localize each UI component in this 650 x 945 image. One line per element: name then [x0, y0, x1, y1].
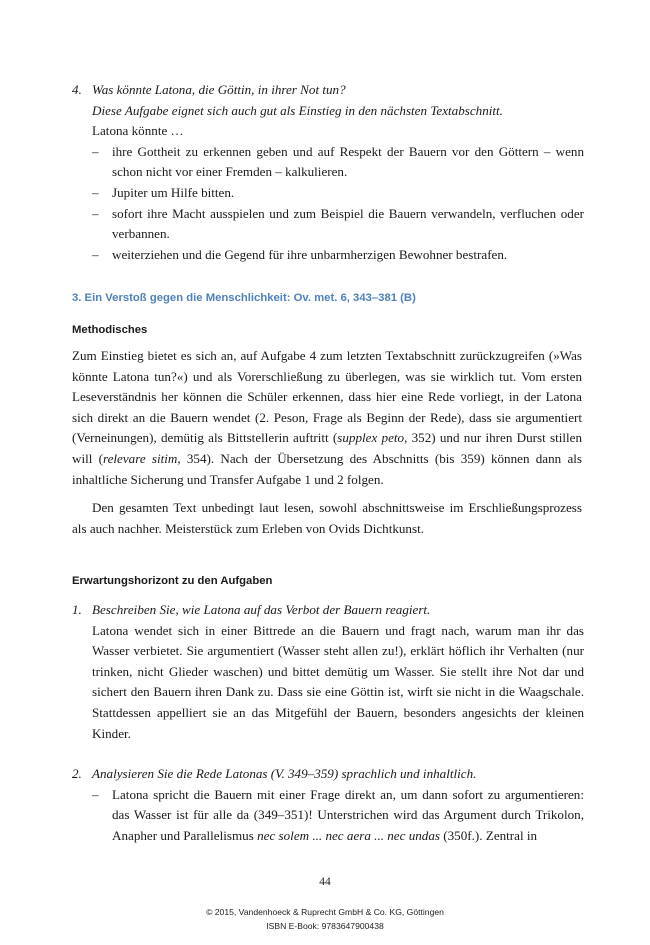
list-item: – sofort ihre Macht ausspielen und zum Beispiel die Bauern verwandeln, verfluchen oder verbannen.	[92, 204, 584, 245]
task-1-question: 1. Beschreiben Sie, wie Latona auf das Verbot der Bauern reagiert.	[72, 600, 584, 621]
task-2-number: 2.	[72, 766, 82, 781]
task-4-number: 4.	[72, 82, 82, 97]
list-item: – Latona spricht die Bauern mit einer Frage direkt an, um dann sofort zu argumentieren: das Wasser ist für alle da (349–351)! Unterstrichen wird das Argument durch Trikolon, Anapher und Parallelismus nec solem ... nec aera ... nec undas (350f.). Zentral in	[92, 785, 584, 847]
footer-isbn: ISBN E-Book: 9783647900438	[266, 921, 384, 931]
task-4	[72, 80, 584, 265]
list-item: – Jupiter um Hilfe bitten.	[92, 183, 584, 204]
task-4-note: Diese Aufgabe eignet sich auch gut als Einstieg in den nächsten Textabschnitt.	[92, 102, 503, 118]
list-item: – weiterziehen und die Gegend für ihre unbarmherzigen Bewohner bestrafen.	[92, 245, 584, 266]
task-1-number: 1.	[72, 602, 82, 617]
latin-quote: supplex peto	[337, 430, 405, 446]
task-4-intro: Latona könnte …	[92, 123, 184, 139]
task-2-list	[92, 785, 584, 847]
latin-quote: relevare sitim	[102, 450, 178, 466]
task-1	[72, 600, 584, 744]
task-4-question: 4. Was könnte Latona, die Göttin, in ihrer Not tun?	[72, 80, 584, 101]
footer-copyright: © 2015, Vandenhoeck & Ruprecht GmbH & Co. KG, Göttingen	[206, 907, 444, 917]
methodisches-paragraph-1: Zum Einstieg bietet es sich an, auf Aufgabe 4 zum letzten Textabschnitt zurückzugreifen (»Was könnte Latona tun?«) und als Vorerschließung zu überlegen, was sie wirklich tut. Vom ersten Leseverständnis her können die Schüler erkennen, dass hier eine Rede vorliegt, in der Latona sich direkt an die Bauern wendet (2. Peson, Frage als Beginn der Rede), dass sie argumentiert (Verneinungen), demütig als Bittstellerin auftritt (supplex peto, 352) und nur ihren Durst stillen will (relevare sitim, 354). Nach der Übersetzung des Abschnitts (bis 359) können dann als inhaltliche Sicherung und Transfer Aufgabe 1 und 2 folgen.	[72, 348, 583, 487]
list-item: – ihre Gottheit zu erkennen geben und auf Respekt der Bauern vor den Göttern – wenn schon nicht vor einer Fremden – kalkulieren.	[92, 142, 584, 183]
methodisches-heading: Methodisches	[72, 324, 148, 336]
erwartung-heading: Erwartungshorizont zu den Aufgaben	[72, 575, 273, 587]
methodisches-paragraph-2: Den gesamten Text unbedingt laut lesen, sowohl abschnittsweise im Erschließungsprozess als auch nachher. Meisterstück zum Erleben von Ovids Dichtkunst.	[72, 500, 582, 536]
task-1-answer: Latona wendet sich in einer Bittrede an die Bauern und fragt nach, warum man ihr das Wasser verbietet. Sie argumentiert (Wasser steht allen zu!), erklärt höflich ihr Verhalten (nur trinken, nicht Glieder waschen) und bittet demütig um Wasser. Sie stellt ihre Not dar und sichert den Bauern ihren Dank zu. Dass sie eine Göttin ist, wirft sie nicht in die Waagschale. Stattdessen appelliert sie an das Mitgefühl der Bauern, besonders angesichts der kleinen Kinder.	[92, 622, 584, 741]
latin-quote: nec solem ... nec aera ... nec undas	[257, 827, 440, 843]
task-2-question: 2. Analysieren Sie die Rede Latonas (V. 349–359) sprachlich und inhaltlich.	[72, 764, 584, 785]
task-4-list	[92, 142, 584, 266]
section-heading: 3. Ein Verstoß gegen die Menschlichkeit: Ov. met. 6, 343–381 (B)	[72, 292, 416, 304]
page-number: 44	[319, 876, 331, 888]
task-2	[72, 764, 584, 846]
